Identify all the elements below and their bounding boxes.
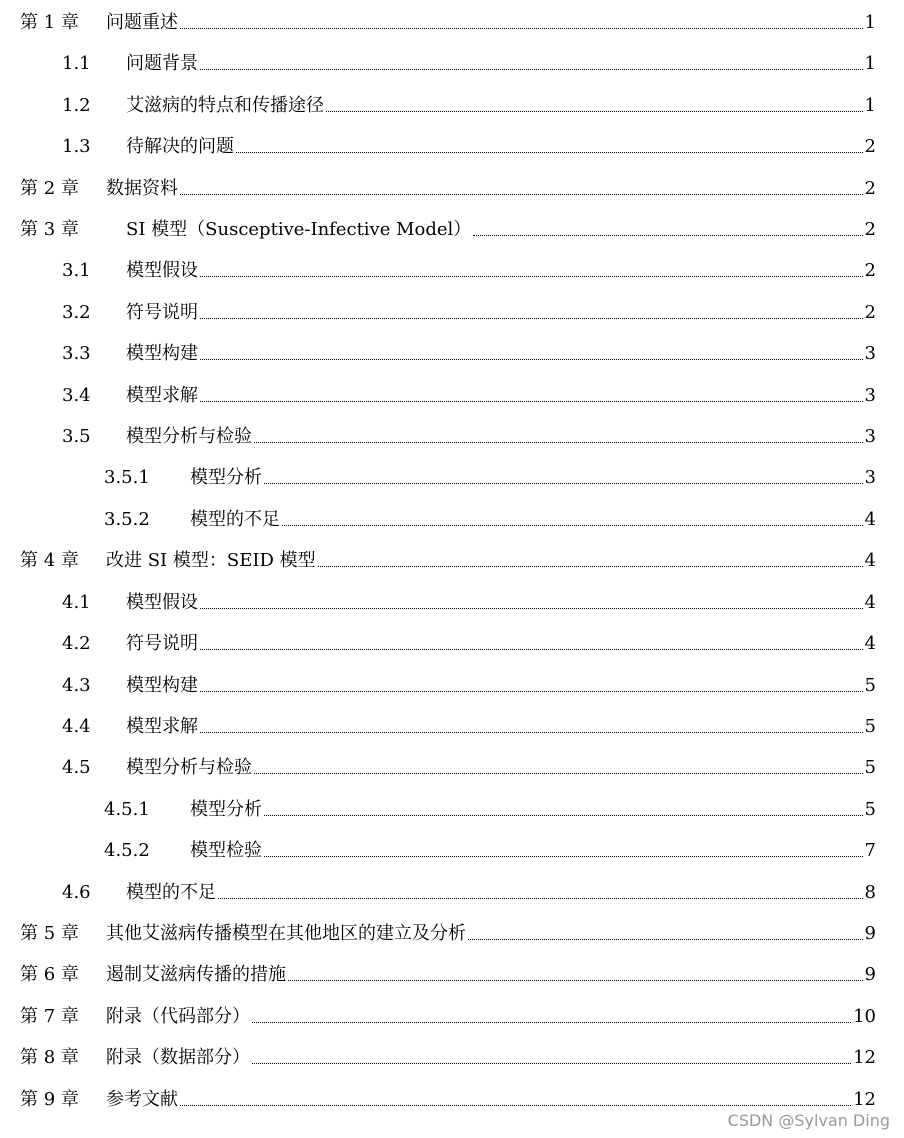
toc-entry-number: 4.4 [62,716,91,737]
toc-leader-dots [254,441,863,443]
toc-entry-title: 模型假设 [126,592,198,613]
toc-leader-dots [318,565,863,567]
toc-entry-page: 5 [864,757,876,778]
toc-entry-title: 问题重述 [106,12,178,33]
toc-entry-page: 4 [864,550,876,571]
toc-entry-title: SI 模型（Susceptive-Infective Model） [126,219,472,240]
toc-leader-dots [200,358,863,360]
toc-leader-dots [264,855,863,857]
toc-entry[interactable] [20,1039,876,1069]
toc-entry-number: 3.4 [62,385,91,406]
toc-leader-dots [200,648,863,650]
toc-leader-dots [200,690,863,692]
toc-leader-dots [252,1062,851,1064]
toc-leader-dots [200,607,863,609]
toc-entry[interactable] [62,749,876,779]
toc-entry-page: 3 [864,426,876,447]
toc-entry-title: 模型的不足 [126,882,216,903]
toc-leader-dots [218,897,863,899]
toc-entry-page: 9 [864,923,876,944]
toc-leader-dots [200,400,863,402]
toc-leader-dots [264,814,863,816]
toc-entry-number: 1.1 [62,53,91,74]
toc-entry-page: 12 [853,1047,876,1068]
toc-entry-title: 模型分析与检验 [126,757,252,778]
toc-entry-title: 模型分析 [190,467,262,488]
toc-entry-page: 1 [864,53,876,74]
toc-entry-page: 1 [864,95,876,116]
toc-entry[interactable] [62,45,876,75]
toc-entry-page: 9 [864,964,876,985]
toc-leader-dots [473,234,862,236]
toc-entry-title: 模型检验 [190,840,262,861]
toc-entry[interactable] [104,501,876,531]
toc-entry[interactable] [62,625,876,655]
toc-entry-page: 2 [864,302,876,323]
toc-entry[interactable] [104,459,876,489]
toc-leader-dots [264,482,863,484]
toc-leader-dots [282,524,863,526]
toc-entry-page: 3 [864,343,876,364]
toc-entry-title: 符号说明 [126,302,198,323]
toc-entry[interactable] [62,708,876,738]
toc-leader-dots [200,731,863,733]
toc-entry-page: 7 [864,840,876,861]
toc-entry-title: 数据资料 [106,178,178,199]
toc-entry-number: 4.5.2 [104,840,150,861]
toc-entry[interactable] [62,87,876,117]
toc-entry-number: 1.2 [62,95,91,116]
toc-entry[interactable] [62,377,876,407]
toc-entry[interactable] [20,211,876,241]
toc-leader-dots [200,68,863,70]
toc-entry[interactable] [20,542,876,572]
toc-entry-page: 2 [864,136,876,157]
toc-entry-title: 参考文献 [106,1089,178,1110]
toc-leader-dots [200,317,863,319]
toc-entry-number: 第 5 章 [20,923,79,944]
toc-entry-page: 12 [853,1089,876,1110]
toc-entry-number: 4.2 [62,633,91,654]
toc-entry-page: 3 [864,467,876,488]
toc-entry-number: 第 7 章 [20,1006,79,1027]
toc-entry-title: 模型构建 [126,343,198,364]
toc-entry[interactable] [20,1081,876,1111]
toc-entry[interactable] [20,956,876,986]
toc-entry-page: 2 [864,178,876,199]
toc-entry-page: 8 [864,882,876,903]
toc-entry-number: 4.5.1 [104,799,150,820]
toc-entry-title: 改进 SI 模型：SEID 模型 [106,550,316,571]
toc-entry-title: 附录（代码部分） [106,1006,250,1027]
toc-entry-number: 第 2 章 [20,178,79,199]
toc-entry-title: 模型求解 [126,385,198,406]
toc-entry[interactable] [62,874,876,904]
toc-entry-page: 1 [864,12,876,33]
toc-entry-title: 问题背景 [126,53,198,74]
toc-entry-number: 第 1 章 [20,12,79,33]
toc-entry[interactable] [20,170,876,200]
toc-entry-number: 3.5 [62,426,91,447]
toc-leader-dots [200,275,863,277]
toc-entry-number: 4.6 [62,882,91,903]
toc-leader-dots [236,151,863,153]
toc-entry-page: 2 [864,260,876,281]
toc-entry-number: 第 9 章 [20,1089,79,1110]
toc-entry-title: 模型分析与检验 [126,426,252,447]
toc-entry-title: 模型求解 [126,716,198,737]
toc-entry-number: 第 4 章 [20,550,79,571]
toc-entry[interactable] [62,335,876,365]
toc-entry-number: 3.3 [62,343,91,364]
toc-entry-number: 第 3 章 [20,219,79,240]
toc-entry-number: 4.1 [62,592,91,613]
toc-entry-number: 3.1 [62,260,91,281]
toc-entry[interactable] [104,832,876,862]
toc-entry[interactable] [20,998,876,1028]
toc-entry[interactable] [62,667,876,697]
toc-leader-dots [254,772,863,774]
toc-entry-number: 第 6 章 [20,964,79,985]
toc-entry-number: 3.5.1 [104,467,150,488]
toc-entry-number: 4.3 [62,675,91,696]
toc-entry[interactable] [62,584,876,614]
toc-entry[interactable] [104,791,876,821]
toc-entry-title: 模型假设 [126,260,198,281]
toc-entry-number: 第 8 章 [20,1047,79,1068]
toc-entry[interactable] [62,418,876,448]
toc-entry-title: 艾滋病的特点和传播途径 [126,95,324,116]
toc-entry-title: 待解决的问题 [126,136,234,157]
toc-entry-title: 附录（数据部分） [106,1047,250,1068]
toc-entry-page: 4 [864,592,876,613]
toc-entry-title: 模型的不足 [190,509,280,530]
toc-leader-dots [180,1104,851,1106]
toc-entry-page: 3 [864,385,876,406]
toc-leader-dots [468,938,863,940]
toc-leader-dots [180,193,863,195]
toc-entry[interactable] [20,915,876,945]
toc-entry-number: 1.3 [62,136,91,157]
toc-entry[interactable] [20,4,876,34]
toc-entry-number: 4.5 [62,757,91,778]
toc-leader-dots [252,1021,851,1023]
toc-entry-title: 模型构建 [126,675,198,696]
watermark: CSDN @Sylvan Ding [727,1111,890,1130]
toc-entry-title: 模型分析 [190,799,262,820]
toc-leader-dots [326,110,863,112]
toc-entry[interactable] [62,128,876,158]
toc-entry-page: 5 [864,716,876,737]
toc-entry[interactable] [62,294,876,324]
toc-leader-dots [180,27,863,29]
toc-entry-page: 4 [864,633,876,654]
toc-entry-number: 3.5.2 [104,509,150,530]
toc-entry-title: 其他艾滋病传播模型在其他地区的建立及分析 [106,923,466,944]
toc-entry-number: 3.2 [62,302,91,323]
toc-entry[interactable] [62,252,876,282]
toc-entry-page: 10 [853,1006,876,1027]
toc-entry-page: 4 [864,509,876,530]
toc-entry-title: 符号说明 [126,633,198,654]
toc-entry-title: 遏制艾滋病传播的措施 [106,964,286,985]
toc-leader-dots [288,979,863,981]
toc-entry-page: 5 [864,799,876,820]
toc-entry-page: 2 [864,219,876,240]
toc-entry-page: 5 [864,675,876,696]
